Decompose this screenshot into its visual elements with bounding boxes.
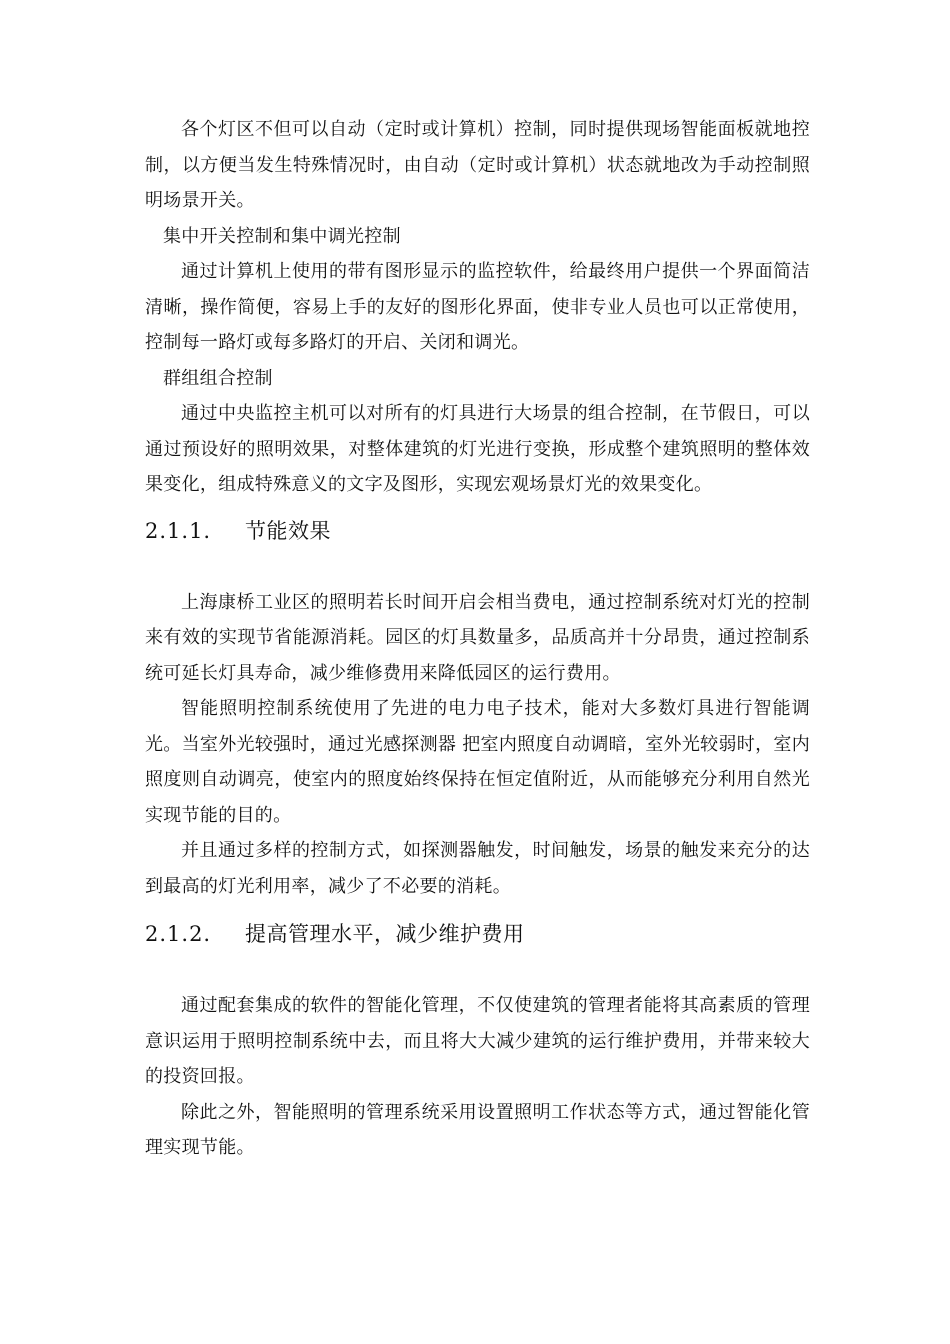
section-heading-energy-saving xyxy=(145,513,810,549)
document-body xyxy=(145,112,810,1166)
section-number: 2.1.1. xyxy=(145,518,212,543)
paragraph-software-management: 通过配套集成的软件的智能化管理，不仅使建筑的管理者能将其高素质的管理意识运用于照明控制系统中去，而且将大大减少建筑的运行维护费用，并带来较大的投资回报。 xyxy=(145,995,810,1087)
paragraph-group-scene-control: 通过中央监控主机可以对所有的灯具进行大场景的组合控制，在节假日，可以通过预设好的照明效果，对整体建筑的灯光进行变换，形成整个建筑照明的整体效果变化，组成特殊意义的文字及图形，实现宏观场景灯光的效果变化。 xyxy=(145,403,810,495)
subheading-group-control: 群组组合控制 xyxy=(163,367,273,389)
paragraph-management-energy: 除此之外，智能照明的管理系统采用设置照明工作状态等方式，通过智能化管理实现节能。 xyxy=(145,1101,810,1158)
section-number: 2.1.2. xyxy=(145,922,212,946)
section-title: 节能效果 xyxy=(245,518,331,543)
paragraph-zone-control: 各个灯区不但可以自动（定时或计算机）控制，同时提供现场智能面板就地控制，以方便当发生特殊情况时，由自动（定时或计算机）状态就地改为手动控制照明场景开关。 xyxy=(145,119,810,211)
section-heading-management xyxy=(145,916,810,952)
paragraph-kangqiao-energy: 上海康桥工业区的照明若长时间开启会相当费电，通过控制系统对灯光的控制来有效的实现节省能源消耗。园区的灯具数量多，品质高并十分昂贵，通过控制系统可延长灯具寿命，减少维修费用来降低园区的运行费用。 xyxy=(145,591,810,684)
paragraph-smart-dimming: 智能照明控制系统使用了先进的电力电子技术，能对大多数灯具进行智能调光。当室外光较强时，通过光感探测器 把室内照度自动调暗，室外光较弱时，室内照度则自动调亮，使室内的照度始终保持在恒定值附近，从而能够充分利用自然光实现节能的目的。 xyxy=(145,698,810,826)
paragraph-monitoring-software: 通过计算机上使用的带有图形显示的监控软件，给最终用户提供一个界面简洁清晰，操作简便，容易上手的友好的图形化界面，使非专业人员也可以正常使用，控制每一路灯或每多路灯的开启、关闭和调光。 xyxy=(145,261,810,353)
paragraph-control-modes: 并且通过多样的控制方式，如探测器触发，时间触发，场景的触发来充分的达到最高的灯光利用率，减少了不必要的消耗。 xyxy=(145,840,810,897)
section-title: 提高管理水平，减少维护费用 xyxy=(245,922,525,946)
subheading-central-switch-dimming: 集中开关控制和集中调光控制 xyxy=(163,225,401,247)
